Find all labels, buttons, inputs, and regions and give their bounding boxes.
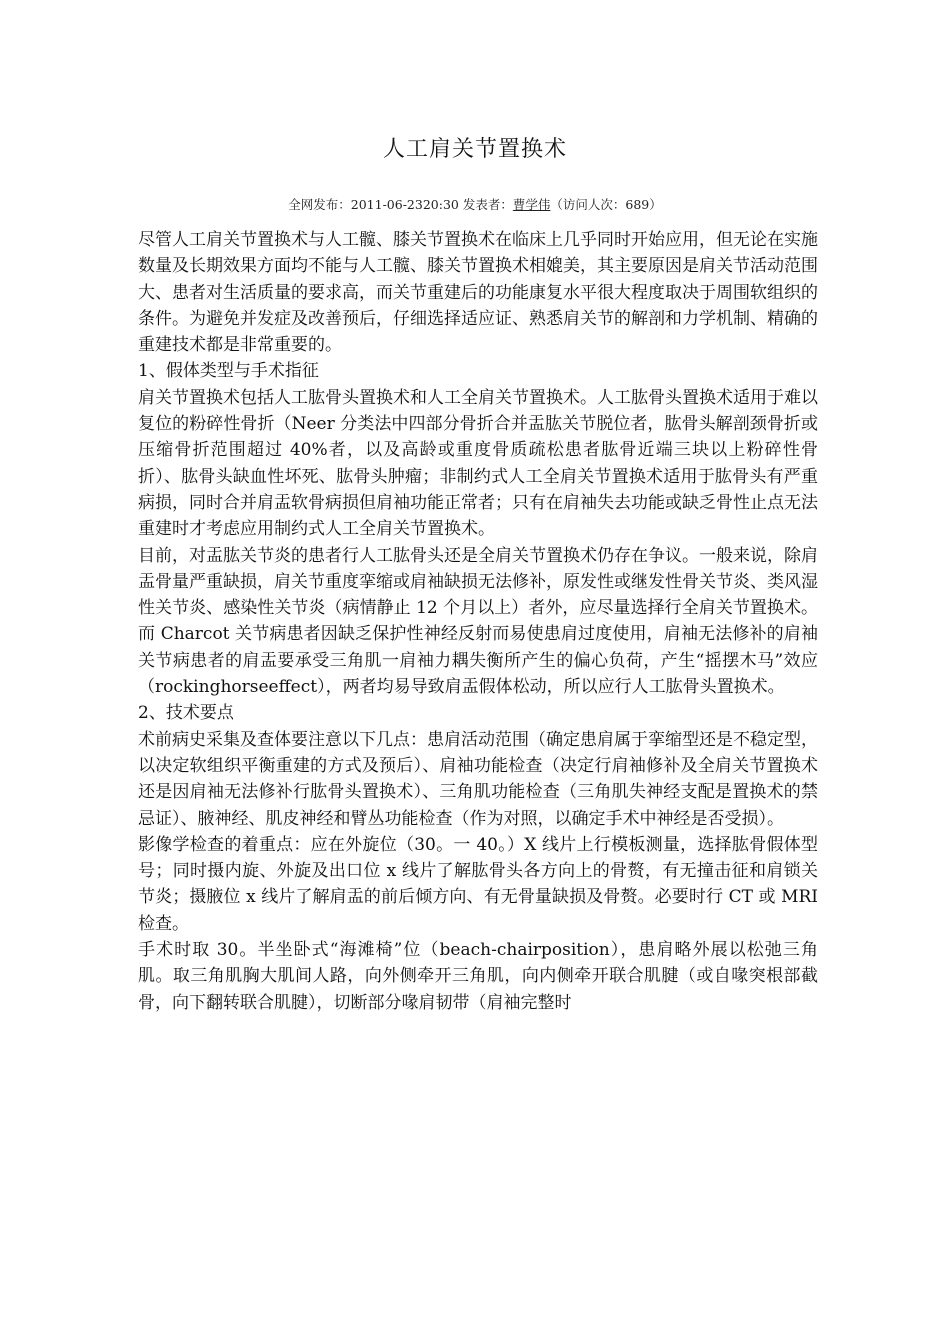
published-value: 2011-06-2320:30: [350, 197, 459, 212]
article-title: 人工肩关节置换术: [382, 137, 567, 162]
section-heading-1: 1、假体类型与手术指征: [138, 361, 319, 382]
visits-close: ）: [649, 197, 662, 212]
paragraph-preoperative-exam: 术前病史采集及查体要注意以下几点：患肩活动范围（确定患肩属于挛缩型还是不稳定型，以决定软组织平衡重建的方式及预后）、肩袖功能检查（决定行肩袖修补及全肩关节置换术还是因肩袖无法修补行肱骨头置换术）、三角肌功能检查（三角肌失神经支配是置换术的禁忌证）、腋神经、肌皮神经和臂丛功能检查（作为对照，以确定手术中神经是否受损）。: [138, 729, 818, 829]
paragraph-intro: 尽管人工肩关节置换术与人工髋、膝关节置换术在临床上几乎同时开始应用，但无论在实施数量及长期效果方面均不能与人工髋、膝关节置换术相媲美，其主要原因是肩关节活动范围大、患者对生活质量的要求高，而关节重建后的功能康复水平很大程度取决于周围软组织的条件。为避免并发症及改善预后，仔细选择适应证、熟悉肩关节的解剖和力学机制、精确的重建技术都是非常重要的。: [138, 230, 818, 356]
paragraph-prosthesis-types: 肩关节置换术包括人工肱骨头置换术和人工全肩关节置换术。人工肱骨头置换术适用于难以复位的粉碎性骨折（Neer 分类法中四部分骨折合并盂肱关节脱位者，肱骨头解剖颈骨折或压缩骨折范围超过 40%者，以及高龄或重度骨质疏松患者肱骨近端三块以上粉碎性骨折）、肱骨头缺血性坏死、肱骨头肿瘤；非制约式人工全肩关节置换术适用于肱骨头有严重病损，同时合并肩盂软骨病损但肩袖功能正常者；只有在肩袖失去功能或缺乏骨性止点无法重建时才考虑应用制约式人工全肩关节置换术。: [138, 387, 818, 540]
visits-value: 689: [625, 197, 650, 212]
paragraph-surgery-position: 手术时取 30。半坐卧式“海滩椅”位（beach-chairposition），患肩略外展以松弛三角肌。取三角肌胸大肌间人路，向外侧牵开三角肌，向内侧牵开联合肌腱（或自喙突根部截骨，向下翻转联合肌腱），切断部分喙肩韧带（肩袖完整时: [138, 940, 818, 1013]
author-link[interactable]: 曹学伟: [512, 197, 551, 212]
section-heading-2: 2、技术要点: [138, 703, 234, 724]
article-meta: [0, 196, 950, 214]
published-label: 全网发布：: [288, 197, 351, 212]
visits-label: （访问人次：: [550, 197, 626, 212]
paragraph-imaging: 影像学检查的着重点：应在外旋位（30。一 40。）X 线片上行模板测量，选择肱骨假体型号；同时摄内旋、外旋及出口位 x 线片了解肱骨头各方向上的骨赘，有无撞击征和肩锁关节炎；摄腋位 x 线片了解肩盂的前后倾方向、有无骨量缺损及骨赘。必要时行 CT 或 MRI 检查。: [138, 834, 818, 934]
paragraph-indication-debate: 目前，对盂肱关节炎的患者行人工肱骨头还是全肩关节置换术仍存在争议。一般来说，除肩盂骨量严重缺损，肩关节重度挛缩或肩袖缺损无法修补，原发性或继发性骨关节炎、类风湿性关节炎、感染性关节炎（病情静止 12 个月以上）者外，应尽量选择行全肩关节置换术。而 Charcot 关节病患者因缺乏保护性神经反射而易使患肩过度使用，肩袖无法修补的肩袖关节病患者的肩盂要承受三角肌一肩袖力耦失衡所产生的偏心负荷，产生“摇摆木马”效应（rockinghorseeffect），两者均易导致肩盂假体松动，所以应行人工肱骨头置换术。: [138, 545, 818, 698]
author-label: 发表者：: [458, 197, 513, 212]
article-body: [138, 227, 818, 1016]
